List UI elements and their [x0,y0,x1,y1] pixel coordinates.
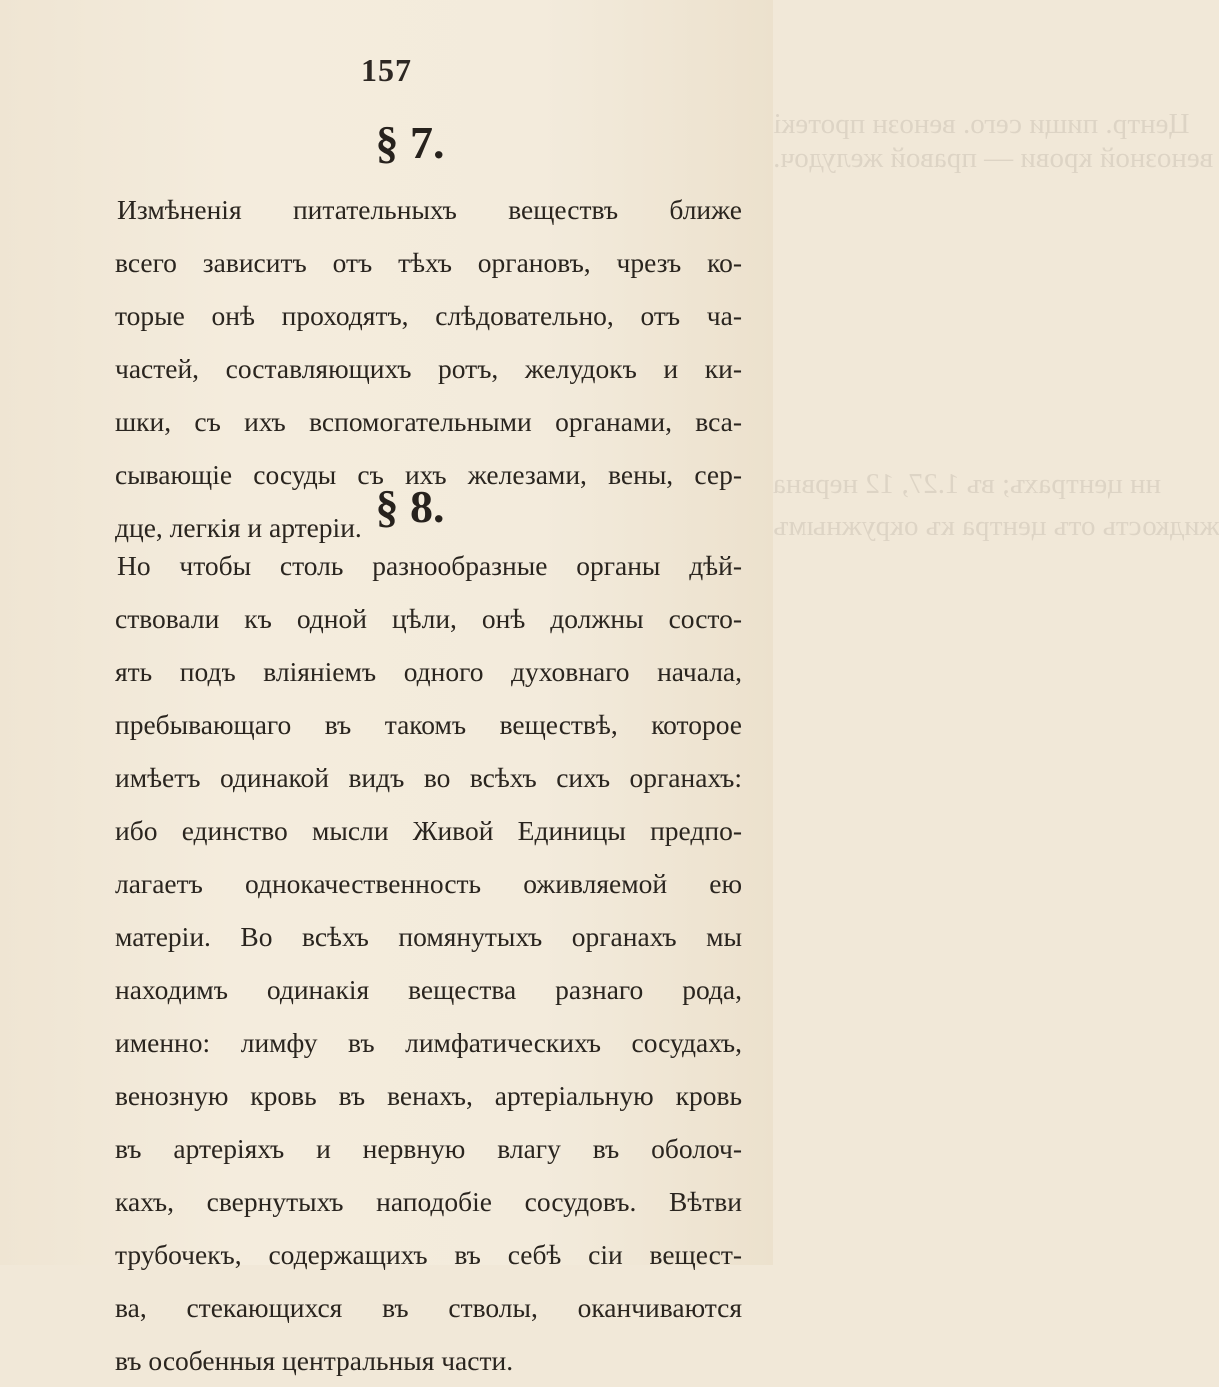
text-line: торые онѣ проходятъ, слѣдовательно, отъ ча- [115,300,742,331]
text-line: частей, составляющихъ ротъ, желудокъ и ки- [115,353,742,384]
text-line: кахъ, свернутыхъ наподобіе сосудовъ. Вѣтви [115,1186,742,1217]
text-line: матеріи. Во всѣхъ помянутыхъ органахъ мы [115,921,742,952]
text-line: именно: лимфу въ лимфатическихъ сосудахъ, [115,1027,742,1058]
text-line: сывающіе сосуды съ ихъ железами, вены, сер- [115,459,742,490]
text-line: шки, съ ихъ вспомогательными органами, вса- [115,406,742,437]
text-line: имѣетъ одинакой видъ во всѣхъ сихъ органахъ: [115,762,742,793]
text-line: ва, стекающихся въ стволы, оканчиваются [115,1292,742,1323]
text-line: венозную кровь въ венахъ, артеріальную кровь [115,1080,742,1111]
bleed-through-text: венозной крови — правой желудоч. [773,142,1214,174]
text-line: Но чтобы столь разнообразные органы дѣй- [117,550,742,581]
page-number: 157 [361,52,412,88]
paragraph-section-8 [115,539,742,1387]
text-line: въ артеріяхъ и нервную влагу въ оболоч- [115,1133,742,1164]
text-line: ибо единство мысли Живой Единицы предпо- [115,815,742,846]
bleed-through-text: жидкость отъ центра къ окружнымъ [773,510,1219,542]
bleed-through-text: нн центрахъ; въ 1.27, 12 нервна [773,468,1161,500]
text-line: всего зависитъ отъ тѣхъ органовъ, чрезъ ко- [115,247,742,278]
text-line: находимъ одинакія вещества разнаго рода, [115,974,742,1005]
bleed-through-text: Центр. пищи сего. венозн протекі [773,108,1190,140]
text-line: въ особенныя центральныя части. [115,1345,514,1376]
section-heading-7: § 7. [375,117,445,168]
text-line: пребывающаго въ такомъ веществѣ, которое [115,709,742,740]
text-line: лагаетъ однокачественность оживляемой ею [115,868,742,899]
section-heading-8: § 8. [375,481,445,532]
text-line: ствовали къ одной цѣли, онѣ должны состо- [115,603,742,634]
text-line: дце, легкія и артеріи. [115,512,362,543]
text-line: ять подъ вліяніемъ одного духовнаго начала, [115,656,742,687]
text-line: Измѣненія питательныхъ веществъ ближе [117,194,742,225]
text-line: трубочекъ, содержащихъ въ себѣ сіи вещест- [115,1239,742,1270]
